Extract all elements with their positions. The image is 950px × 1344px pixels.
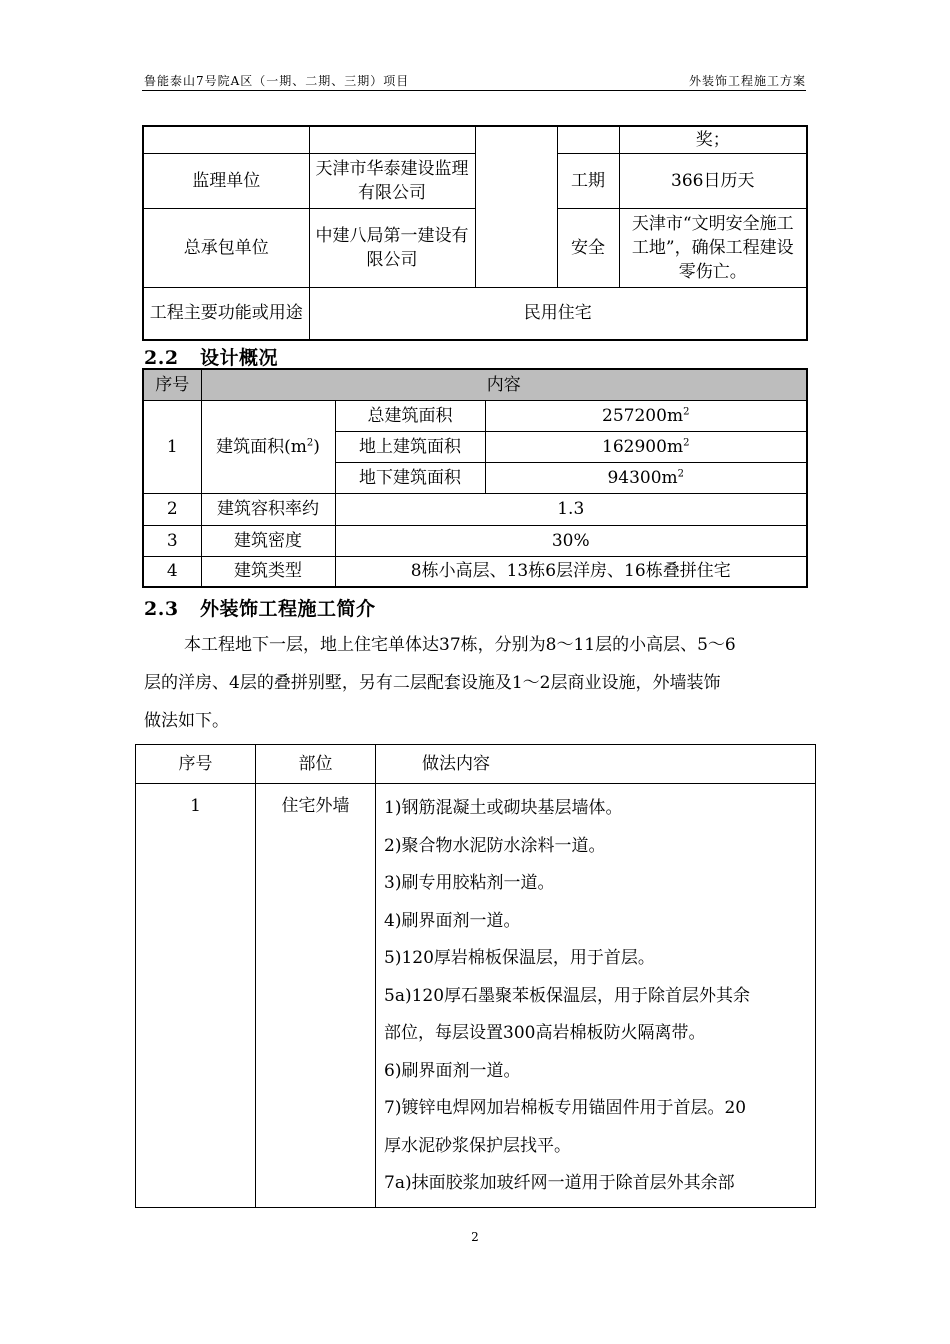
area-value: $257200m^2$ [485,400,807,431]
header-method: 做法内容 [376,745,816,784]
design-overview-table [142,368,808,588]
safety-value: 天津市“文明安全施工工地”，确保工程建设零伤亡。 [619,208,807,287]
row-name: 建筑密度 [201,525,335,556]
section-title: 外装饰工程施工简介 [200,598,376,620]
header-part: 部位 [256,745,376,784]
cell-empty [475,126,557,287]
safety-label: 安全 [557,208,619,287]
area-name: 地下建筑面积 [335,462,485,493]
duration-label: 工期 [557,153,619,208]
row-no: 1 [143,400,201,493]
area-value: $94300m^2$ [485,462,807,493]
header-doc-title: 外装饰工程施工方案 [688,74,806,88]
area-name: 地上建筑面积 [335,431,485,462]
contractor-value: 中建八局第一建设有限公司 [309,208,475,287]
area-label: 建筑面积$(m^2)$ [201,400,335,493]
row-no: 3 [143,525,201,556]
step-line: 4)刷界面剂一道。 [384,910,521,931]
project-info-table [142,125,808,341]
header-rule [142,90,806,91]
step-line: 3)刷专用胶粘剂一道。 [384,873,555,893]
area-value: $162900m^2$ [485,431,807,462]
step-line: 7)镀锌电焊网加岩棉板专用锚固件用于首层。20 [384,1098,747,1118]
row-name: 建筑类型 [201,556,335,587]
row-no: 4 [143,556,201,587]
award-cell: 奖； [619,126,807,153]
area-name: 总建筑面积 [335,400,485,431]
section-heading-2-2 [144,343,278,370]
header-project-title: 鲁能泰山7号院A区（一期、二期、三期）项目 [144,74,410,88]
intro-paragraph [144,626,808,740]
cell-empty [309,126,475,153]
row-name: 建筑容积率约 [201,493,335,525]
intro-line: 做法如下。 [144,711,229,731]
row-value: 30% [335,525,807,556]
facade-method-table [135,744,816,1208]
contractor-label: 总承包单位 [143,208,309,287]
header-no: 序号 [136,745,256,784]
row-value: 8栋小高层、13栋6层洋房、16栋叠拼住宅 [335,556,807,587]
cell-empty [557,126,619,153]
cell-empty [143,126,309,153]
section-number: 2.2 [144,347,179,369]
row-part: 住宅外墙 [256,784,376,1208]
step-line: 1)钢筋混凝土或砌块基层墙体。 [384,798,623,818]
row-no: 1 [136,784,256,1208]
step-line: 厚水泥砂浆保护层找平。 [384,1135,571,1156]
step-line: 2)聚合物水泥防水涂料一道。 [384,835,606,856]
step-line: 6)刷界面剂一道。 [384,1060,521,1081]
intro-line: 层的洋房、4层的叠拼别墅，另有二层配套设施及1～2层商业设施，外墙装饰 [144,673,721,693]
header-no: 序号 [143,369,201,400]
method-steps [376,784,816,1208]
header-content: 内容 [201,369,807,400]
usage-value: 民用住宅 [309,287,807,340]
usage-label: 工程主要功能或用途 [143,287,309,340]
intro-line: 本工程地下一层，地上住宅单体达37栋，分别为8～11层的小高层、5～6 [184,635,736,655]
step-line: 5a)120厚石墨聚苯板保温层，用于除首层外其余 [384,985,751,1006]
row-value: 1.3 [335,493,807,525]
section-number: 2.3 [144,598,179,620]
duration-value: 366日历天 [619,153,807,208]
section-title: 设计概况 [200,347,279,369]
step-line: 部位，每层设置300高岩棉板防火隔离带。 [384,1023,706,1043]
step-line: 7a)抹面胶浆加玻纤网一道用于除首层外其余部 [384,1173,735,1193]
supervisor-label: 监理单位 [143,153,309,208]
row-no: 2 [143,493,201,525]
step-line: 5)120厚岩棉板保温层，用于首层。 [384,948,655,968]
supervisor-value: 天津市华泰建设监理有限公司 [309,153,475,208]
page-number: 2 [471,1230,479,1244]
section-heading-2-3 [144,594,376,621]
